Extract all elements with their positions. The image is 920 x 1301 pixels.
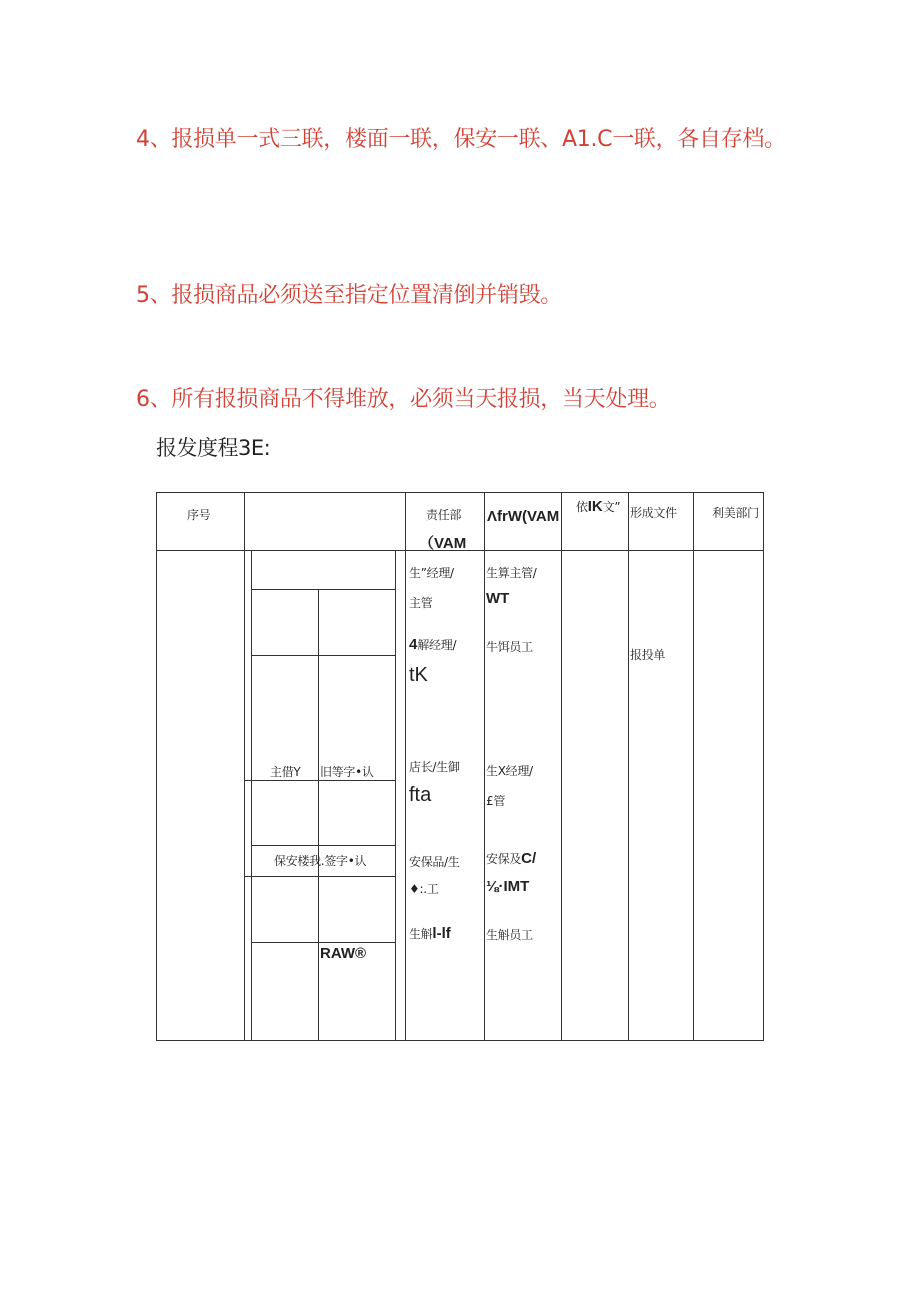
flow-hline-5 — [244, 876, 396, 877]
resp-r2a-text: 解经理/ — [417, 638, 457, 652]
col4-r5a: 生斛员工 — [486, 928, 533, 942]
header-resp-b: （VAM — [419, 535, 467, 552]
col4-r4b: ⅛·IMT — [486, 878, 530, 895]
resp-r4a: 安保品/生 — [409, 855, 460, 869]
flow-line-a — [251, 550, 252, 1041]
rule-6: 6、所有报损商品不得堆放，必须当天报损，当天处理。 — [136, 387, 671, 412]
flow-box-2: 旧等字•认 — [320, 765, 374, 779]
flow-hline-1 — [251, 589, 396, 590]
resp-r5 — [409, 925, 451, 942]
resp-r3a: 店长/生御 — [409, 760, 460, 774]
col4-r1a: 生算主管/ — [486, 566, 537, 580]
header-seq: 序号 — [187, 508, 211, 522]
flow-line-b — [395, 550, 396, 1041]
col4-r3a: 生X经理/ — [486, 764, 533, 778]
col4-r2a: 牛饵员工 — [486, 640, 533, 654]
col-line-1 — [244, 492, 245, 1041]
flow-hline-3 — [244, 780, 396, 781]
flow-hline-6 — [251, 942, 396, 943]
header-docs: 形成文件 — [630, 506, 677, 520]
col-line-5 — [628, 492, 629, 1041]
header-dept: 利美部门 — [712, 506, 759, 520]
flow-box-1: 主借Y — [270, 765, 301, 779]
header-col4: ΛfrW(VAM — [487, 508, 560, 525]
header-col5 — [576, 498, 620, 515]
table-bottom-border — [156, 1040, 764, 1041]
col4-r4a — [486, 850, 536, 867]
flow-hline-2 — [251, 655, 396, 656]
col-line-4 — [561, 492, 562, 1041]
flow-line-c — [318, 589, 319, 1041]
col4-r3b: £管 — [486, 794, 506, 808]
resp-r2a — [409, 636, 456, 653]
resp-r5a: 生斛 — [409, 927, 433, 941]
col4-r4a-text: 安保及 — [486, 852, 522, 866]
flow-box-4: RAW® — [320, 945, 367, 962]
col-line-6 — [693, 492, 694, 1041]
rule-4: 4、报损单一式三联，楼面一联，保安一联、A1.C一联，各自存档。 — [136, 127, 786, 152]
docs-value: 报投单 — [630, 648, 666, 662]
header-col5-c: 文” — [602, 500, 621, 514]
flow-box-3: 保安楼我.签字•认 — [274, 854, 367, 868]
resp-r2b: tK — [409, 664, 428, 686]
col-line-0 — [156, 492, 157, 1041]
resp-r4b: ♦:.工 — [409, 882, 439, 896]
flow-heading: 报发度程3E: — [156, 436, 271, 460]
col4-r1b: WT — [486, 590, 510, 607]
col-line-2 — [405, 492, 406, 1041]
resp-r1b: 主管 — [409, 596, 433, 610]
header-resp-a: 责任部 — [426, 508, 462, 522]
resp-r1a: 生”经理/ — [409, 566, 454, 580]
resp-r2a-bold: 4 — [409, 636, 418, 653]
header-col5-a: 依 — [576, 500, 588, 514]
header-col5-b: IK — [587, 498, 603, 515]
resp-r5b: l-lf — [432, 925, 451, 942]
col4-r4a-bold: C/ — [521, 850, 537, 867]
table-top-border — [156, 492, 764, 493]
flow-hline-4 — [251, 845, 396, 846]
rule-5: 5、报损商品必须送至指定位置清倒并销毁。 — [136, 283, 562, 308]
col-line-7 — [763, 492, 764, 1041]
col-line-3 — [484, 492, 485, 1041]
resp-r3b: fta — [409, 784, 432, 806]
